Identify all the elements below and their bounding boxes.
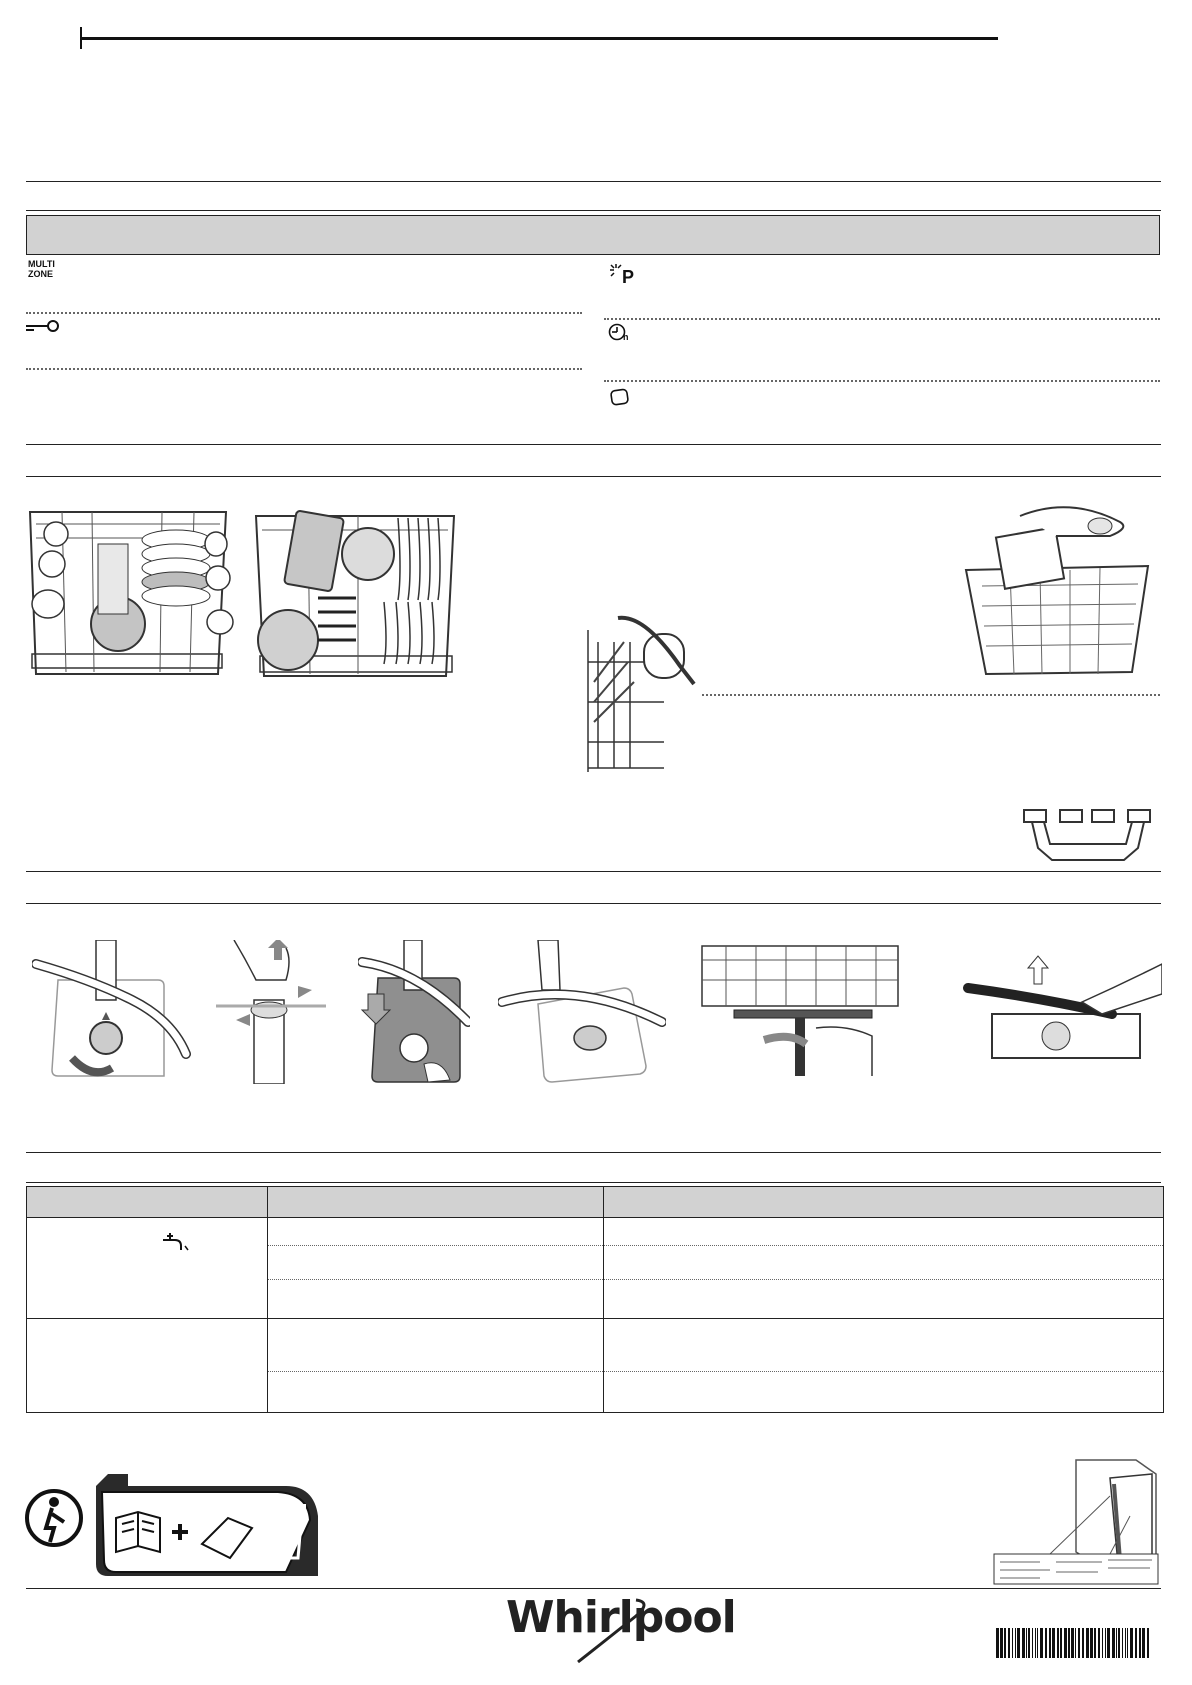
spray-arm-refit-step-4 xyxy=(498,940,666,1084)
barcode-bar xyxy=(1118,1628,1120,1658)
barcode-bar xyxy=(1008,1628,1010,1658)
barcode-bar xyxy=(1102,1628,1103,1658)
barcode-bar xyxy=(1028,1628,1030,1658)
barcode-bar xyxy=(1094,1628,1096,1658)
section-rule xyxy=(26,210,1161,211)
table-cell xyxy=(27,1218,268,1319)
section-rule xyxy=(26,476,1161,477)
barcode-bar xyxy=(996,1628,999,1658)
option-divider xyxy=(26,368,582,370)
section-rule xyxy=(26,444,1161,445)
barcode-bar xyxy=(1071,1628,1074,1658)
barcode-bar xyxy=(1026,1628,1027,1658)
title-rule xyxy=(80,37,998,40)
recycling-person-icon xyxy=(27,1491,81,1545)
delay-start-sub: h xyxy=(623,332,629,342)
barcode-bar xyxy=(1064,1628,1067,1658)
table-header-cell xyxy=(27,1187,268,1218)
option-divider xyxy=(604,318,1160,320)
barcode-bar xyxy=(1017,1628,1020,1658)
barcode-bar xyxy=(1049,1628,1051,1658)
upper-rack-illustration xyxy=(22,504,234,684)
lower-rack-illustration xyxy=(248,504,462,688)
barcode-bar xyxy=(1127,1628,1128,1658)
prewash-letter: P xyxy=(622,267,635,287)
barcode-bar xyxy=(1045,1628,1047,1658)
section-rule xyxy=(26,1182,1161,1183)
table-header-cell xyxy=(604,1187,1164,1218)
table-cell xyxy=(27,1319,268,1413)
barcode-bar xyxy=(1068,1628,1070,1658)
barcode-bar xyxy=(1105,1628,1106,1658)
section-rule xyxy=(26,1152,1161,1153)
table-cell xyxy=(604,1246,1164,1279)
barcode-bar xyxy=(1037,1628,1038,1658)
multizone-label-1: MULTI xyxy=(28,259,55,269)
whirlpool-logo: Whirlpool xyxy=(506,1592,736,1643)
table-row xyxy=(27,1218,1164,1246)
table-cell xyxy=(268,1372,604,1413)
barcode-bar xyxy=(1000,1628,1003,1658)
table-cell xyxy=(268,1218,604,1246)
cutlery-basket-illustration xyxy=(960,496,1160,678)
barcode-bar xyxy=(1122,1628,1123,1658)
barcode-bar xyxy=(1125,1628,1126,1658)
delay-start-icon xyxy=(608,322,638,344)
barcode-bar xyxy=(1040,1628,1043,1658)
title-rule-tick xyxy=(80,27,82,49)
barcode-bar xyxy=(1032,1628,1033,1658)
loading-divider xyxy=(702,694,1160,696)
multizone-label-2: ZONE xyxy=(28,269,54,279)
footer-rule xyxy=(26,1588,1161,1589)
barcode-bar xyxy=(1078,1628,1080,1658)
lower-spray-arm-step-6 xyxy=(962,954,1162,1066)
barcode-bar xyxy=(1107,1628,1110,1658)
table-cell xyxy=(268,1319,604,1372)
section-rule xyxy=(26,181,1161,182)
table-cell xyxy=(604,1319,1164,1372)
barcode-bar xyxy=(1004,1628,1006,1658)
barcode-bar xyxy=(1139,1628,1141,1658)
spray-arm-refit-step-3 xyxy=(358,940,470,1084)
barcode-bar xyxy=(1142,1628,1145,1658)
table-header-row xyxy=(27,1187,1164,1218)
barcode-bar xyxy=(1086,1628,1089,1658)
barcode-bar xyxy=(1052,1628,1055,1658)
rating-plate-illustration xyxy=(990,1456,1162,1586)
table-row xyxy=(27,1319,1164,1372)
table-cell xyxy=(604,1372,1164,1413)
barcode xyxy=(994,1628,1154,1658)
barcode-bar xyxy=(1022,1628,1025,1658)
barcode-bar xyxy=(1057,1628,1059,1658)
barcode-bar xyxy=(1015,1628,1016,1658)
multizone-icon xyxy=(28,259,55,279)
table-cell xyxy=(268,1279,604,1318)
folding-racks-illustration xyxy=(584,612,696,776)
table-header-cell xyxy=(268,1187,604,1218)
barcode-bar xyxy=(1035,1628,1036,1658)
prewash-icon xyxy=(608,262,638,288)
water-tap-icon xyxy=(161,1232,189,1252)
barcode-bar xyxy=(1075,1628,1076,1658)
barcode-bar xyxy=(1090,1628,1093,1658)
logo-swirl xyxy=(566,1596,656,1668)
barcode-bar xyxy=(1012,1628,1013,1658)
barcode-bar xyxy=(1082,1628,1084,1658)
upper-spray-arm-step-5 xyxy=(696,940,906,1076)
key-lock-icon xyxy=(26,318,62,334)
filter-removal-step-2 xyxy=(216,940,326,1084)
spray-arm-removal-step-1 xyxy=(32,940,192,1084)
barcode-bar xyxy=(1098,1628,1100,1658)
option-divider xyxy=(26,312,582,314)
barcode-bar xyxy=(1060,1628,1062,1658)
option-divider xyxy=(604,380,1160,382)
section-rule xyxy=(26,871,1161,872)
troubleshooting-table xyxy=(26,1186,1164,1413)
options-header-bar xyxy=(26,215,1160,255)
table-cell xyxy=(604,1279,1164,1318)
barcode-bar xyxy=(1135,1628,1137,1658)
section-rule xyxy=(26,903,1161,904)
barcode-bar xyxy=(1112,1628,1115,1658)
barcode-bar xyxy=(1116,1628,1117,1658)
table-cell xyxy=(268,1246,604,1279)
barcode-bar xyxy=(1130,1628,1133,1658)
table-cell xyxy=(604,1218,1164,1246)
barcode-bar xyxy=(1147,1628,1149,1658)
tablet-icon xyxy=(610,388,630,406)
cutlery-tray-illustration xyxy=(1018,806,1158,870)
recycling-banner xyxy=(24,1472,340,1580)
